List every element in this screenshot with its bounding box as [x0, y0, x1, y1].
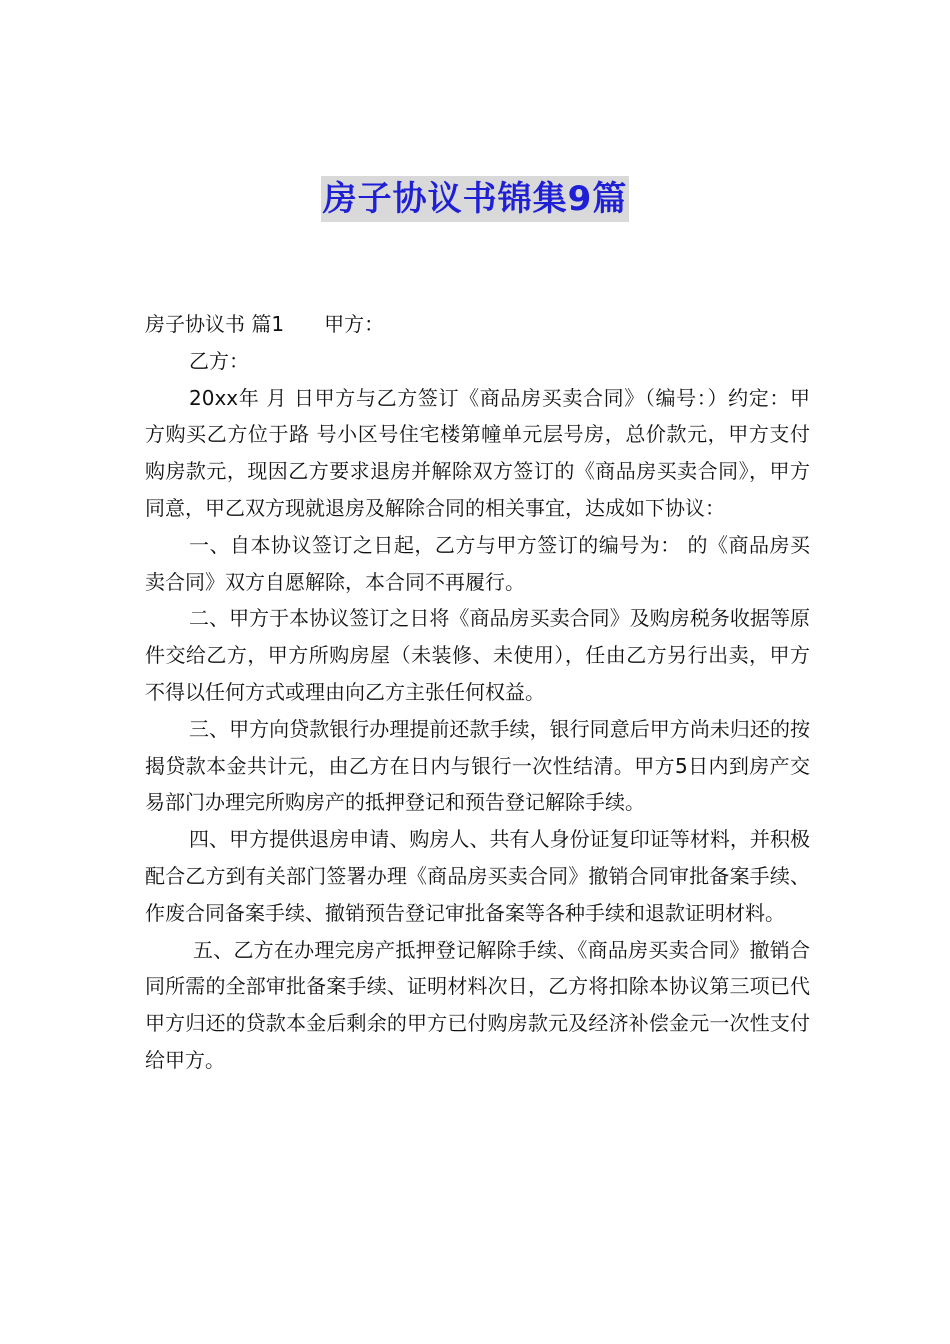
paragraph-clause-3: 三、甲方向贷款银行办理提前还款手续，银行同意后甲方尚未归还的按揭贷款本金共计元，由乙方在日内与银行一次性结清。甲方5日内到房产交易部门办理完所购房产的抵押登记和预告登记解除手续。	[145, 716, 810, 815]
paragraph-clause-2: 二、甲方于本协议签订之日将《商品房买卖合同》及购房税务收据等原件交给乙方，甲方所购房屋（未装修、未使用），任由乙方另行出卖，甲方不得以任何方式或理由向乙方主张任何权益。	[145, 606, 810, 704]
document-title: 房子协议书锦集9篇	[321, 176, 630, 222]
paragraph-clause-1: 一、自本协议签订之日起，乙方与甲方签订的编号为： 的《商品房买卖合同》双方自愿解除，本合同不再履行。	[145, 532, 810, 594]
section-heading-line	[145, 306, 810, 343]
paragraph-clause-5: 五、乙方在办理完房产抵押登记解除手续、《商品房买卖合同》撤销合同所需的全部审批备案手续、证明材料次日，乙方将扣除本协议第三项已代甲方归还的贷款本金后剩余的甲方已付购房款元及经济补偿金元一次性支付给甲方。	[145, 937, 810, 1072]
paragraph-preamble: 20xx年 月 日甲方与乙方签订《商品房买卖合同》（编号：）约定：甲方购买乙方位于路 号小区号住宅楼第幢单元层号房，总价款元，甲方支付购房款元，现因乙方要求退房并解除双方签订的《商品房买卖合同》，甲方同意，甲乙双方现就退房及解除合同的相关事宜，达成如下协议：	[145, 385, 810, 520]
party-a-label: 甲方：	[324, 312, 385, 336]
paragraph-party-b: 乙方：	[189, 348, 249, 373]
paragraph-clause-4: 四、甲方提供退房申请、购房人、共有人身份证复印证等材料，并积极配合乙方到有关部门签署办理《商品房买卖合同》撤销合同审批备案手续、作废合同备案手续、撤销预告登记审批备案等各种手续和退款证明材料。	[145, 827, 810, 925]
document-body	[145, 306, 810, 1079]
section-label: 房子协议书 篇1	[145, 312, 285, 336]
title-container	[0, 176, 950, 222]
